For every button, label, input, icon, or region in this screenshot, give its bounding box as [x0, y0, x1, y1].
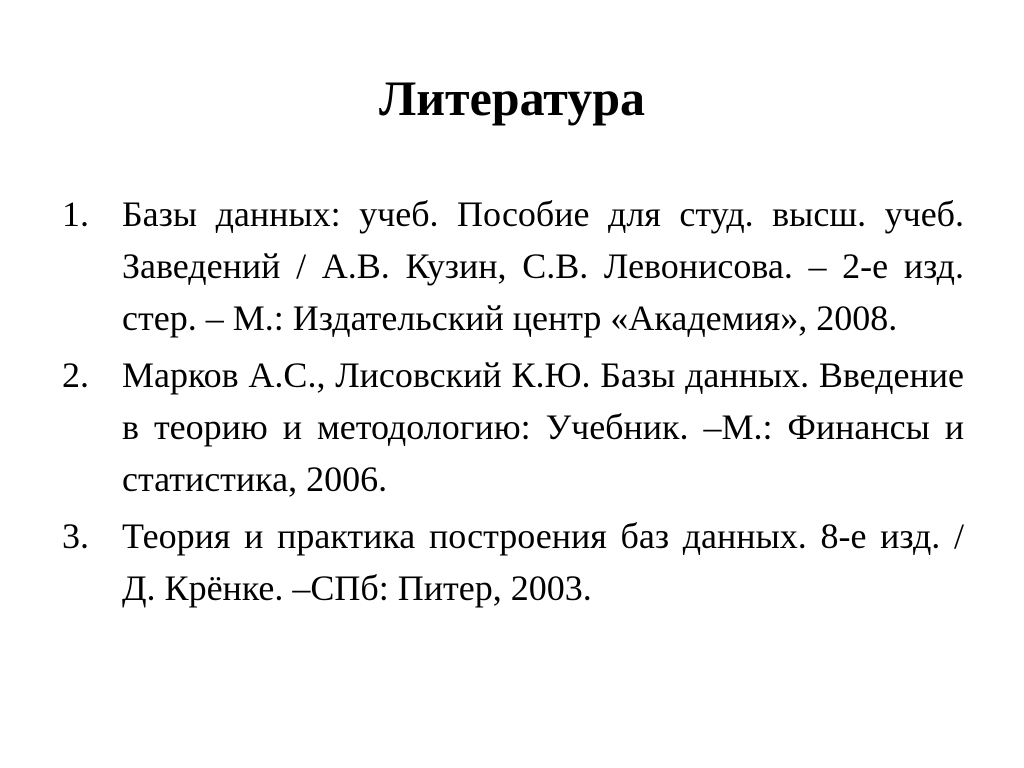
reference-number: 1. [62, 194, 89, 234]
reference-text: Марков А.С., Лисовский К.Ю. Базы данных. Введение в теорию и методологию: Учебник. –М.: Финансы и статистика, 2006. [122, 355, 964, 499]
reference-list [52, 188, 964, 619]
reference-text: Теория и практика построения баз данных. 8-е изд. / Д. Крёнке. –СПб: Питер, 2003. [122, 516, 964, 608]
reference-item-3 [52, 510, 964, 614]
reference-item-2 [52, 349, 964, 505]
slide-title: Литература [378, 70, 646, 126]
reference-number: 3. [62, 516, 89, 556]
reference-number: 2. [62, 355, 89, 395]
reference-text: Базы данных: учеб. Пособие для студ. высш. учеб. Заведений / А.В. Кузин, С.В. Левонисова. – 2-е изд. стер. – М.: Издательский центр «Академия», 2008. [122, 194, 964, 338]
reference-item-1 [52, 188, 964, 344]
